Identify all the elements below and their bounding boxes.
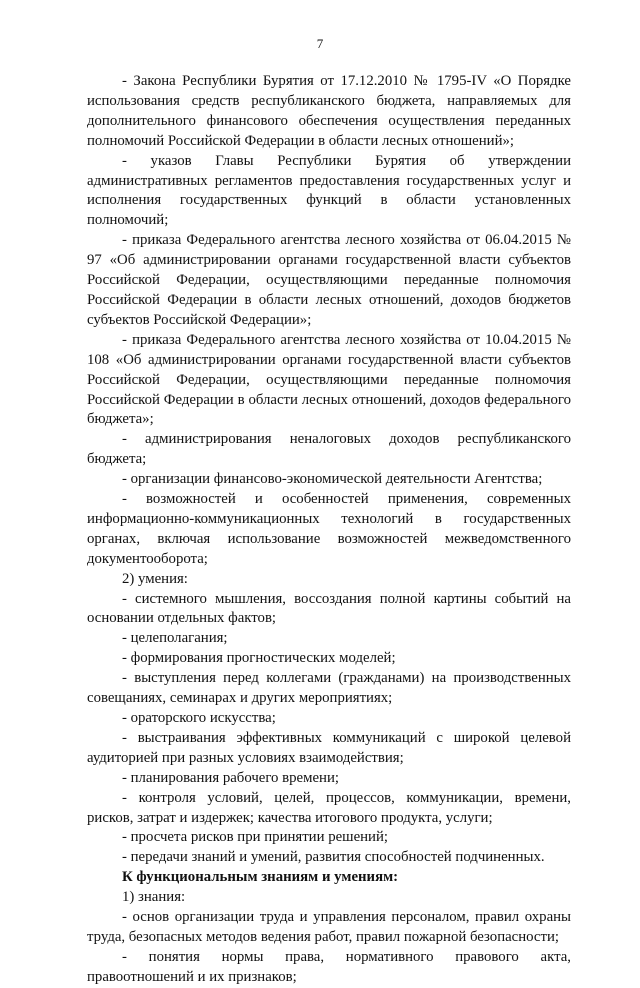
paragraph: 1) знания: [122,889,186,906]
paragraph: - передачи знаний и умений, развития способностей подчиненных. [122,849,545,866]
paragraph: - системного мышления, воссоздания полной картины событий на основании отдельных фактов; [87,590,571,627]
paragraph: - возможностей и особенностей применения, современных информационно-коммуникационных технологий в государственных органах, включая использование возможностей межведомственного документооборота; [87,491,571,567]
paragraph: - формирования прогностических моделей; [122,650,396,667]
paragraph: - планирования рабочего времени; [122,769,339,786]
paragraph: - Закона Республики Бурятия от 17.12.2010 № 1795-IV «О Порядке использования средств республиканского бюджета, направляемых для дополнительного финансового обеспечения осуществления переданных полномочий Российской Федерации в области лесных отношений»; [87,73,571,149]
paragraph: - основ организации труда и управления персоналом, правил охраны труда, безопасных методов ведения работ, правил пожарной безопасности; [87,909,571,945]
paragraph: - выступления перед коллегами (гражданами) на производственных совещаниях, семинарах и других мероприятиях; [87,670,571,707]
paragraph: 2) умения: [122,570,188,587]
paragraph: - приказа Федерального агентства лесного хозяйства от 06.04.2015 № 97 «Об администрировании органами государственной власти субъектов Российской Федерации, осуществляющими переданные полномочия Российской Федерации в области лесных отношений, доходов бюджетов субъектов Российской Федерации»; [87,232,571,328]
paragraph: - ораторского искусства; [122,710,276,726]
paragraph: - целеполагания; [122,630,228,647]
section-heading: К функциональным знаниям и умениям: [122,869,399,886]
document-body [87,72,571,988]
paragraph: - администрирования неналоговых доходов республиканского бюджета; [87,431,571,468]
page-number: 7 [316,36,324,51]
paragraph: - указов Главы Республики Бурятия об утверждении административных регламентов предоставления государственных услуг и исполнения государственных функций в области установленных полномочий; [87,152,571,229]
paragraph: - организации финансово-экономической деятельности Агентства; [122,471,543,488]
paragraph: - контроля условий, целей, процессов, коммуникации, времени, рисков, затрат и издержек; качества итогового продукта, услуги; [87,789,571,826]
paragraph: - приказа Федерального агентства лесного хозяйства от 10.04.2015 № 108 «Об администрировании органами государственной власти субъектов Российской Федерации, осуществляющими переданные полномочия Российской Федерации в области лесных отношений, доходов федерального бюджета»; [87,331,571,428]
paragraph: - понятия нормы права, нормативного правового акта, правоотношений и их признаков; [87,948,571,985]
paragraph: - просчета рисков при принятии решений; [122,829,389,846]
paragraph: - выстраивания эффективных коммуникаций с широкой целевой аудиторией при разных условиях взаимодействия; [87,729,571,766]
